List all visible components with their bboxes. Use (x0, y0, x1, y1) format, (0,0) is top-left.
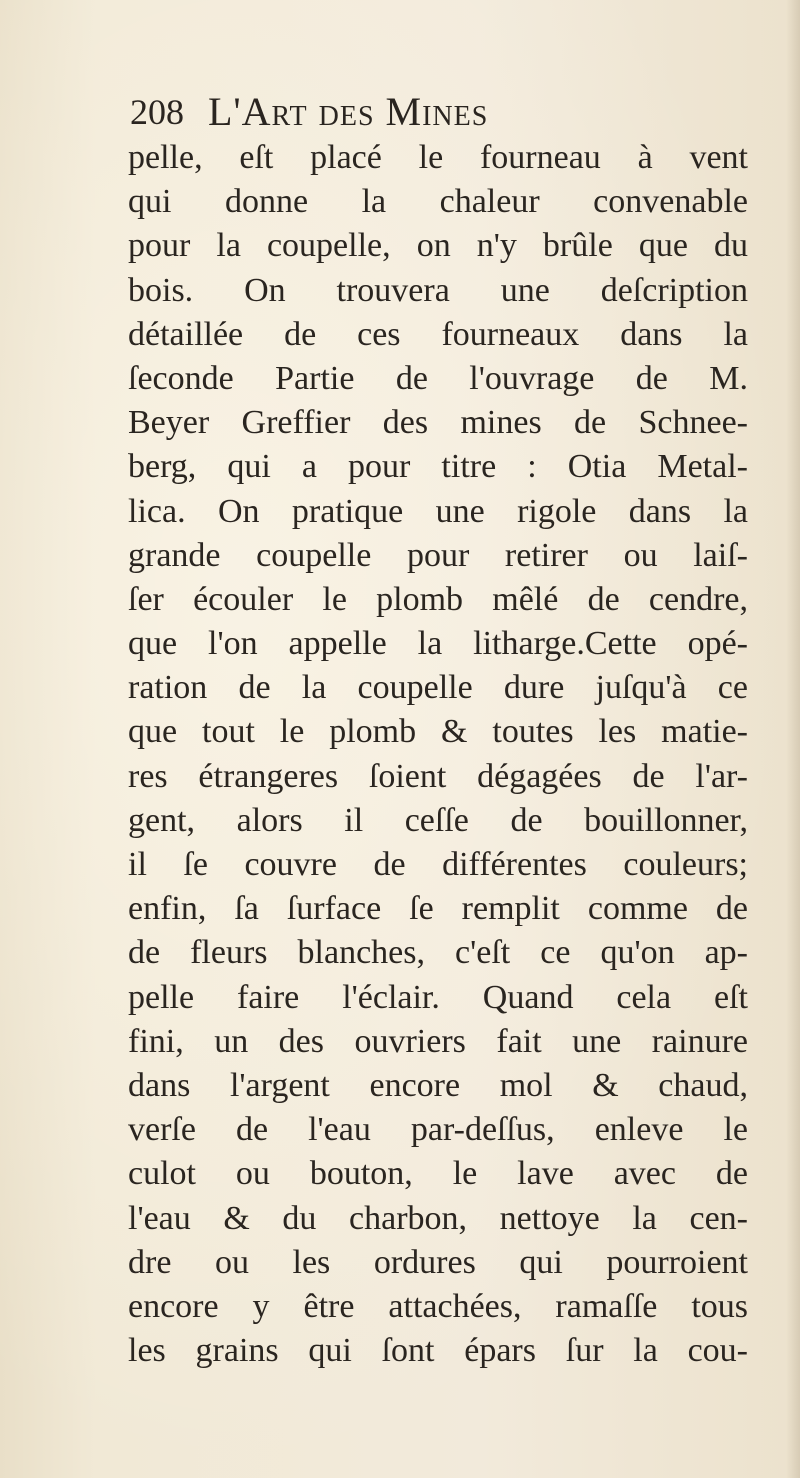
text-line: enfin, ſa ſurface ſe remplit comme de (128, 890, 748, 928)
text-line: pour la coupelle, on n'y brûle que du (128, 227, 748, 265)
text-line: res étrangeres ſoient dégagées de l'ar- (128, 757, 748, 795)
text-line: que tout le plomb & toutes les matie- (128, 713, 748, 751)
text-line: verſe de l'eau par-deſſus, enleve le (128, 1111, 748, 1149)
text-line: qui donne la chaleur convenable (128, 183, 748, 221)
running-title: L'Art des Mines (208, 89, 489, 134)
text-line: grande coupelle pour retirer ou laiſ- (128, 536, 748, 574)
text-line: pelle faire l'éclair. Quand cela eſt (128, 978, 748, 1016)
text-line: berg, qui a pour titre : Otia Metal- (128, 448, 748, 486)
page-number: 208 (130, 92, 184, 132)
text-line: les grains qui ſont épars ſur la cou- (128, 1332, 748, 1370)
text-line: pelle, eſt placé le fourneau à vent (128, 139, 748, 176)
text-line: culot ou bouton, le lave avec de (128, 1155, 748, 1193)
text-line: dre ou les ordures qui pourroient (128, 1243, 748, 1281)
text-line: encore y être attachées, ramaſſe tous (128, 1287, 748, 1325)
text-line: Beyer Greffier des mines de Schnee- (128, 404, 748, 442)
text-line: ration de la coupelle dure juſqu'à ce (128, 669, 748, 707)
text-line: lica. On pratique une rigole dans la (128, 492, 748, 530)
text-line: que l'on appelle la litharge.Cette opé- (128, 625, 748, 663)
text-line: gent, alors il ceſſe de bouillonner, (128, 801, 748, 839)
text-line: ſer écouler le plomb mêlé de cendre, (128, 580, 748, 618)
text-line: bois. On trouvera une deſcription (128, 271, 748, 309)
text-line: l'eau & du charbon, nettoye la cen- (128, 1199, 748, 1237)
text-line: détaillée de ces fourneaux dans la (128, 315, 748, 353)
text-line: il ſe couvre de différentes couleurs; (128, 846, 748, 883)
text-line: dans l'argent encore mol & chaud, (128, 1066, 748, 1104)
text-line: fini, un des ouvriers fait une rainure (128, 1022, 748, 1060)
body-text (128, 136, 748, 1373)
text-line: de fleurs blanches, c'eſt ce qu'on ap- (128, 934, 748, 972)
page-edge-shadow (786, 0, 800, 1478)
text-line: ſeconde Partie de l'ouvrage de M. (128, 359, 748, 397)
page-header (130, 88, 730, 136)
